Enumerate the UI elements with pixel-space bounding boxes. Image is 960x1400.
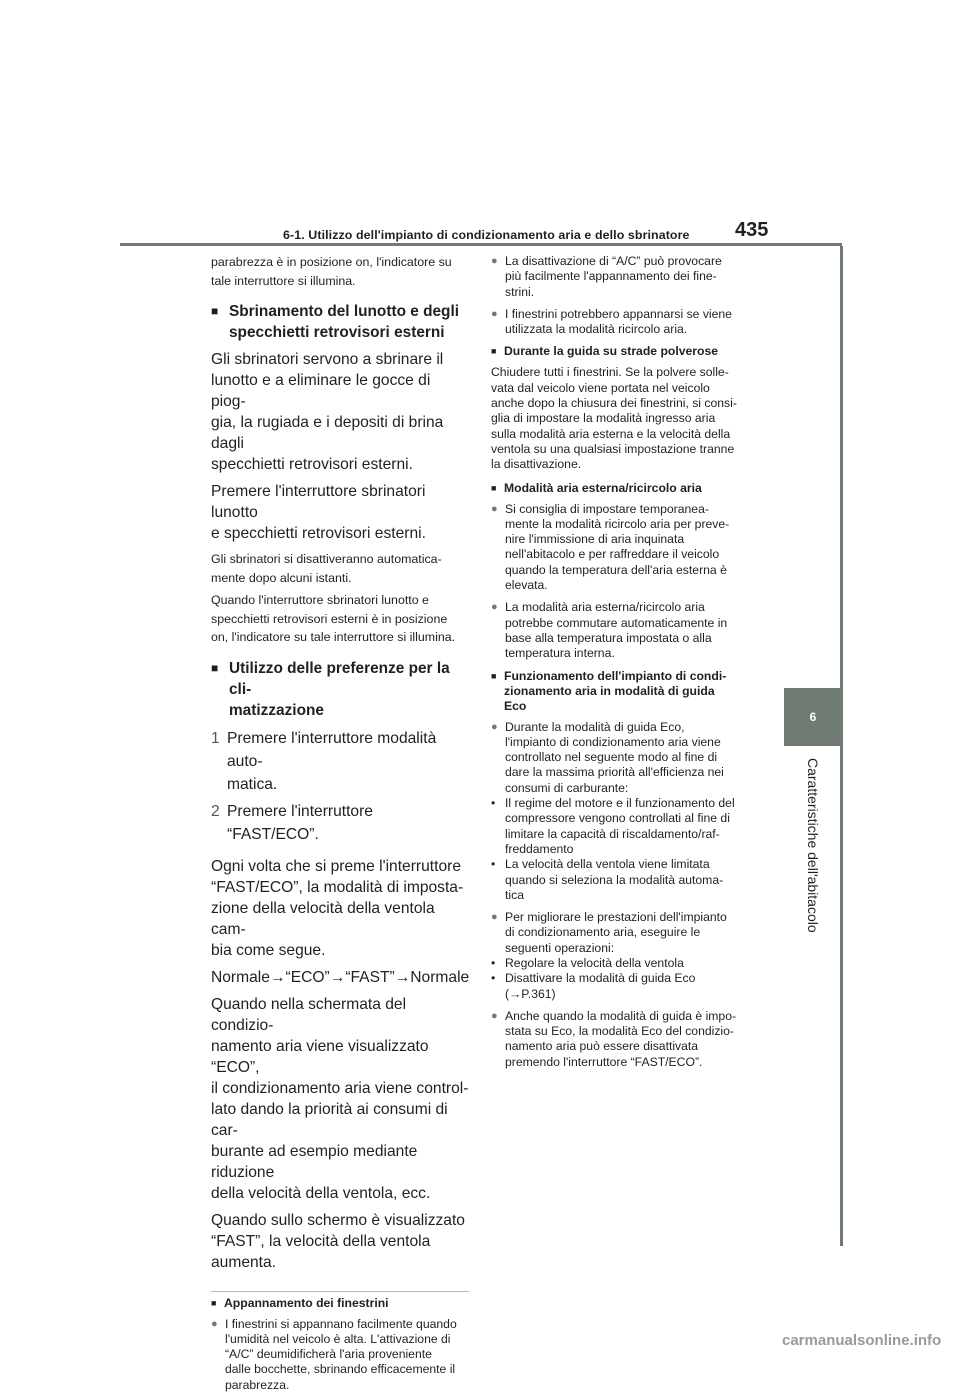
fan-mode-sequence: Normale→“ECO”→“FAST”→Normale [211, 968, 470, 986]
dusty-roads-text: Chiudere tutti i finestrini. Se la polvere solle- vata dal veicolo viene portata nel veicolo anche dopo la chiusura dei finestrini, si consi- glia di impostare la modalità ingresso aria sulla modalità aria esterna e la velocità della ventola su una qualsiasi impostazione tranne la disattivazione. [491, 365, 737, 472]
bullet-item: ● La disattivazione di “A/C” può provocare più facilmente l'appannamento dei fine- strini. [491, 254, 722, 299]
step-number: 1 [211, 729, 220, 747]
square-bullet-icon: ■ [211, 660, 219, 675]
chapter-tab: 6 [784, 688, 842, 746]
side-tab-strip [840, 246, 843, 1246]
square-bullet-icon: ■ [211, 304, 219, 318]
sub-bullet-item: • Regolare la velocità della ventola [491, 955, 684, 970]
arrow-icon: → [509, 986, 522, 1001]
left-column [211, 253, 469, 1400]
right-column [491, 254, 751, 1077]
square-bullet-icon: ■ [211, 1297, 217, 1308]
bullet-item: ● Anche quando la modalità di guida è impo- stata su Eco, la modalità Eco del condizio- namento aria può essere disattivata premendo l'interruttore “FAST/ECO”. [491, 1008, 737, 1069]
heading-eco-mode: ■ Funzionamento dell'impianto di condi- zionamento aria in modalità di guida Eco [491, 668, 727, 713]
section-divider [211, 1291, 469, 1292]
circle-bullet-icon: ● [211, 1317, 218, 1330]
page-number: 435 [735, 219, 769, 241]
watermark: carmanualsonline.info [782, 1332, 942, 1349]
fast-display-description: Quando sullo schermo è visualizzato “FAST”, la velocità della ventola aumenta. [211, 1211, 465, 1271]
circle-bullet-icon: ● [491, 1009, 498, 1022]
header-rule [120, 243, 842, 246]
bullet-item: ● I finestrini potrebbero appannarsi se viene utilizzata la modalità ricircolo aria. [491, 306, 732, 337]
defrost-description: Gli sbrinatori servono a sbrinare il lunotto e a eliminare le gocce di piog- gia, la rugiada e i depositi di brina dagli specchietti retrovisori esterni. [211, 351, 444, 473]
eco-display-description: Quando nella schermata del condizio- namento aria viene visualizzato “ECO”, il condizionamento aria viene control- lato dando la priorità ai consumi di car- burante ad esempio mediante riduzione della velocità della ventola, ecc. [211, 995, 469, 1202]
sub-bullet-item: • Disattivare la modalità di guida Eco (→P.361) [491, 971, 696, 1001]
circle-bullet-icon: ● [491, 307, 498, 320]
sub-bullet-item: • La velocità della ventola viene limitata quando si seleziona la modalità automa- tica [491, 857, 724, 902]
section-heading-preferences: ■ Utilizzo delle preferenze per la cli- matizzazione [211, 659, 450, 719]
square-bullet-icon: ■ [491, 482, 497, 493]
heading-window-fog: ■ Appannamento dei finestrini [211, 1295, 389, 1310]
circle-bullet-icon: ● [491, 601, 498, 614]
step-number: 2 [211, 802, 220, 820]
heading-dusty-roads: ■ Durante la guida su strade polverose [491, 344, 719, 359]
step-2: 2 Premere l'interruttore “FAST/ECO”. [211, 800, 469, 846]
small-bullet-icon: • [491, 955, 496, 970]
circle-bullet-icon: ● [491, 720, 498, 733]
bullet-item: ● Per migliorare le prestazioni dell'impianto di condizionamento aria, eseguire le seguenti operazioni: [491, 910, 727, 955]
arrow-icon: → [269, 968, 286, 986]
defrost-instruction: Premere l'interruttore sbrinatori lunotto e specchietti retrovisori esterni. [211, 483, 426, 542]
arrow-icon: → [394, 968, 411, 986]
circle-bullet-icon: ● [491, 255, 498, 267]
section-heading-defrost: ■ Sbrinamento del lunotto e degli specchietti retrovisori esterni [211, 303, 460, 341]
intro-text: parabrezza è in posizione on, l'indicatore su tale interruttore si illumina. [211, 255, 452, 288]
bullet-item: ● I finestrini si appannano facilmente quando l'umidità nel veicolo è alta. L'attivazione di “A/C” deumidificherà l'aria proveniente dalle bocchette, sbrinando efficacemente il parabrezza. [211, 1316, 457, 1392]
sub-bullet-item: • Il regime del motore e il funzionamento del compressore vengono controllati al fine di limitare la capacità di riscaldamento/raf- freddamento [491, 796, 735, 856]
circle-bullet-icon: ● [491, 502, 498, 515]
chapter-header: 6-1. Utilizzo dell'impianto di condizionamento aria e dello sbrinatore [283, 228, 690, 242]
bullet-item: ● Durante la modalità di guida Eco, l'impianto di condizionamento aria viene controllato nel seguente modo al fine di dare la massima priorità all'efficienza nei consumi di carburante: [491, 719, 724, 795]
fan-mode-description: Ogni volta che si preme l'interruttore “FAST/ECO”, la modalità di imposta- zione della velocità della ventola cam- bia come segue. [211, 857, 464, 959]
bullet-item: ● La modalità aria esterna/ricircolo aria potrebbe commutare automaticamente in base alla temperatura impostata o alla temperatura interna. [491, 600, 728, 661]
chapter-tab-label: Caratteristiche dell'abitacolo [805, 758, 821, 933]
eco-sub-list [491, 796, 751, 903]
arrow-icon: → [329, 968, 346, 986]
bullet-item: ● Si consiglia di impostare temporanea- mente la modalità ricircolo aria per preve- nire l'immissione di aria inquinata nell'abitacolo e per raffreddare il veicolo quando la temperatura dell'aria esterna è elevata. [491, 501, 730, 593]
heading-air-mode: ■ Modalità aria esterna/ricircolo aria [491, 480, 702, 495]
defrost-note-1: Gli sbrinatori si disattiveranno automatica- mente dopo alcuni istanti. [211, 552, 442, 585]
small-bullet-icon: • [491, 857, 496, 872]
circle-bullet-icon: ● [491, 911, 498, 924]
square-bullet-icon: ■ [491, 670, 497, 681]
small-bullet-icon: • [491, 796, 496, 811]
eco-improve-list [491, 956, 751, 1002]
small-bullet-icon: • [491, 971, 496, 986]
step-1: 1 Premere l'interruttore modalità auto- matica. [211, 727, 469, 796]
page-reference-link[interactable]: P.361 [521, 986, 552, 1001]
defrost-note-2: Quando l'interruttore sbrinatori lunotto e specchietti retrovisori esterni è in posizione on, l'indicatore su tale interruttore si illumina. [211, 593, 456, 644]
square-bullet-icon: ■ [491, 346, 497, 357]
